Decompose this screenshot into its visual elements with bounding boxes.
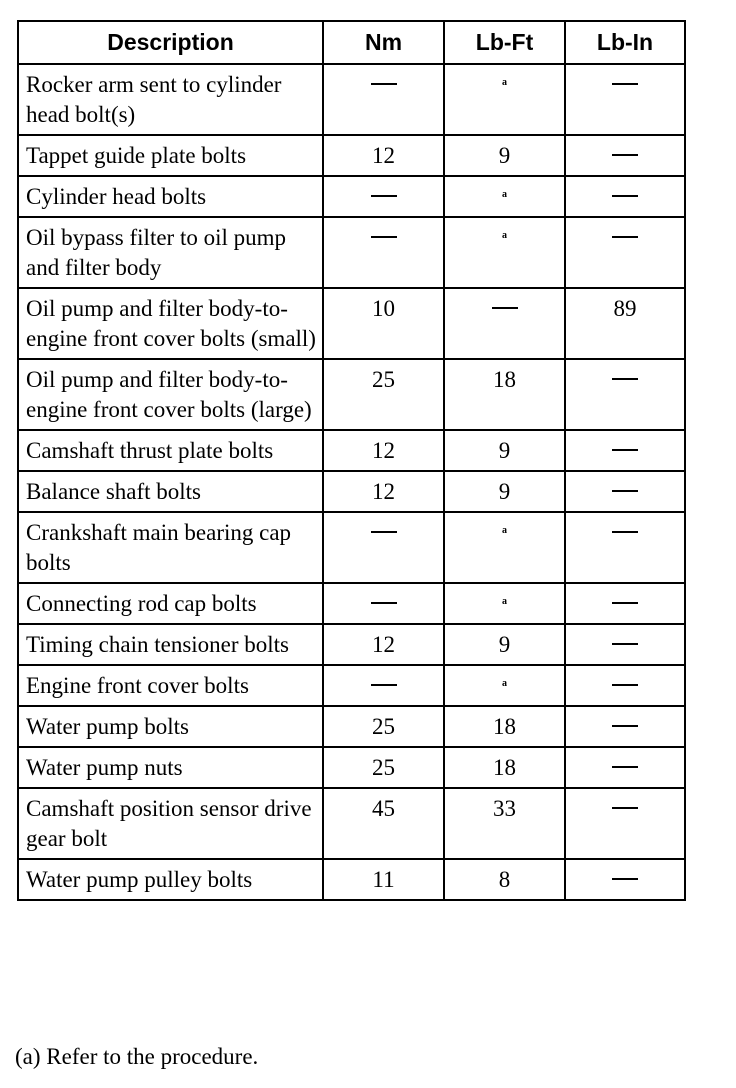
nm-cell xyxy=(323,359,444,430)
nm-cell-value: 45 xyxy=(372,796,395,821)
lb-ft-cell xyxy=(444,512,565,583)
lb-in-cell xyxy=(565,859,685,900)
description-cell-value: Balance shaft bolts xyxy=(26,479,202,504)
nm-cell-value: 12 xyxy=(372,143,395,168)
description-cell xyxy=(18,512,323,583)
description-cell xyxy=(18,471,323,512)
lb-ft-cell-value: a xyxy=(502,77,507,88)
lb-ft-cell xyxy=(444,135,565,176)
footnote: (a) Refer to the procedure. xyxy=(15,1044,259,1069)
nm-cell-value: 11 xyxy=(372,867,395,892)
header-description: Description xyxy=(18,21,323,64)
description-cell-value: Rocker arm sent to cylinder head bolt(s) xyxy=(26,72,282,127)
table-row xyxy=(18,859,685,900)
lb-ft-cell-value: 9 xyxy=(498,479,511,504)
description-cell xyxy=(18,665,323,706)
table-row xyxy=(18,747,685,788)
lb-ft-cell xyxy=(444,288,565,359)
lb-in-cell-value xyxy=(612,83,638,85)
header-lb-ft: Lb-Ft xyxy=(444,21,565,64)
description-cell xyxy=(18,64,323,135)
nm-cell xyxy=(323,430,444,471)
lb-in-cell xyxy=(565,176,685,217)
lb-ft-cell-value: 9 xyxy=(498,438,511,463)
table-row xyxy=(18,471,685,512)
description-cell-value: Engine front cover bolts xyxy=(26,673,249,698)
lb-in-cell-value xyxy=(612,643,638,645)
lb-ft-cell xyxy=(444,788,565,859)
description-cell-value: Cylinder head bolts xyxy=(26,184,207,209)
lb-in-cell xyxy=(565,624,685,665)
table-row xyxy=(18,512,685,583)
lb-ft-cell-value: a xyxy=(502,525,507,536)
lb-in-cell xyxy=(565,512,685,583)
lb-in-cell xyxy=(565,747,685,788)
nm-cell xyxy=(323,176,444,217)
description-cell-value: Water pump nuts xyxy=(26,755,183,780)
lb-in-cell-value: 89 xyxy=(613,296,637,321)
table-row xyxy=(18,64,685,135)
description-cell-value: Water pump pulley bolts xyxy=(26,867,253,892)
nm-cell-value xyxy=(371,602,397,604)
lb-ft-cell xyxy=(444,583,565,624)
nm-cell xyxy=(323,665,444,706)
lb-ft-cell xyxy=(444,747,565,788)
nm-cell xyxy=(323,583,444,624)
description-cell xyxy=(18,859,323,900)
lb-ft-cell-value: 18 xyxy=(493,714,516,739)
nm-cell-value: 25 xyxy=(372,714,395,739)
lb-ft-cell-value: 18 xyxy=(493,755,516,780)
description-cell xyxy=(18,624,323,665)
description-cell xyxy=(18,747,323,788)
lb-ft-cell-value: 8 xyxy=(498,867,511,892)
lb-in-cell xyxy=(565,359,685,430)
lb-in-cell-value xyxy=(612,154,638,156)
table-header-row xyxy=(18,21,685,64)
torque-spec-table xyxy=(17,20,686,901)
description-cell xyxy=(18,135,323,176)
lb-ft-cell xyxy=(444,430,565,471)
lb-in-cell xyxy=(565,665,685,706)
nm-cell xyxy=(323,624,444,665)
lb-ft-cell-value: a xyxy=(502,230,507,241)
lb-in-cell-value xyxy=(612,725,638,727)
lb-in-cell xyxy=(565,288,685,359)
header-lb-in: Lb-In xyxy=(565,21,685,64)
description-cell-value: Timing chain tensioner bolts xyxy=(26,632,290,657)
lb-in-cell xyxy=(565,430,685,471)
lb-ft-cell xyxy=(444,706,565,747)
nm-cell-value xyxy=(371,195,397,197)
lb-in-cell-value xyxy=(612,449,638,451)
lb-in-cell xyxy=(565,64,685,135)
lb-in-cell xyxy=(565,788,685,859)
nm-cell xyxy=(323,217,444,288)
header-nm: Nm xyxy=(323,21,444,64)
nm-cell xyxy=(323,859,444,900)
description-cell-value: Camshaft position sensor drive gear bolt xyxy=(26,796,312,851)
nm-cell xyxy=(323,706,444,747)
table-row xyxy=(18,176,685,217)
lb-ft-cell-value: 33 xyxy=(493,796,516,821)
nm-cell-value: 10 xyxy=(372,296,395,321)
lb-ft-cell xyxy=(444,359,565,430)
lb-ft-cell-value: a xyxy=(502,189,507,200)
lb-ft-cell-value: 18 xyxy=(493,367,516,392)
table-row xyxy=(18,624,685,665)
table-row xyxy=(18,288,685,359)
lb-ft-cell xyxy=(444,859,565,900)
lb-ft-cell-value: a xyxy=(502,678,507,689)
nm-cell-value xyxy=(371,531,397,533)
table-row xyxy=(18,430,685,471)
nm-cell xyxy=(323,135,444,176)
nm-cell-value: 12 xyxy=(372,438,395,463)
lb-ft-cell-value: a xyxy=(502,596,507,607)
nm-cell-value xyxy=(371,83,397,85)
lb-ft-cell xyxy=(444,471,565,512)
lb-in-cell xyxy=(565,135,685,176)
table-row xyxy=(18,706,685,747)
lb-ft-cell xyxy=(444,624,565,665)
lb-in-cell-value xyxy=(612,878,638,880)
description-cell xyxy=(18,706,323,747)
lb-in-cell-value xyxy=(612,195,638,197)
lb-in-cell xyxy=(565,583,685,624)
description-cell xyxy=(18,217,323,288)
description-cell-value: Water pump bolts xyxy=(26,714,189,739)
lb-ft-cell xyxy=(444,64,565,135)
lb-in-cell-value xyxy=(612,602,638,604)
lb-ft-cell-value: 9 xyxy=(498,632,511,657)
lb-ft-cell-value: 9 xyxy=(498,143,511,168)
nm-cell xyxy=(323,471,444,512)
lb-in-cell-value xyxy=(612,807,638,809)
description-cell xyxy=(18,430,323,471)
nm-cell-value: 25 xyxy=(372,367,395,392)
description-cell-value: Camshaft thrust plate bolts xyxy=(26,438,274,463)
nm-cell-value: 12 xyxy=(372,632,395,657)
nm-cell xyxy=(323,64,444,135)
description-cell-value: Crankshaft main bearing cap bolts xyxy=(26,520,292,575)
description-cell xyxy=(18,788,323,859)
lb-ft-cell xyxy=(444,176,565,217)
lb-in-cell-value xyxy=(612,490,638,492)
table-row xyxy=(18,217,685,288)
description-cell-value: Connecting rod cap bolts xyxy=(26,591,257,616)
lb-in-cell xyxy=(565,471,685,512)
description-cell-value: Oil pump and filter body-to-engine front cover bolts (small) xyxy=(26,296,316,351)
table-row xyxy=(18,359,685,430)
nm-cell-value: 12 xyxy=(372,479,395,504)
lb-in-cell-value xyxy=(612,531,638,533)
table-body xyxy=(18,64,685,900)
lb-ft-cell xyxy=(444,665,565,706)
lb-in-cell-value xyxy=(612,378,638,380)
nm-cell xyxy=(323,747,444,788)
nm-cell-value xyxy=(371,684,397,686)
lb-in-cell xyxy=(565,217,685,288)
table-row xyxy=(18,788,685,859)
description-cell-value: Oil pump and filter body-to-engine front cover bolts (large) xyxy=(26,367,312,422)
lb-in-cell-value xyxy=(612,766,638,768)
description-cell xyxy=(18,176,323,217)
lb-ft-cell-value xyxy=(492,307,518,309)
lb-in-cell-value xyxy=(612,236,638,238)
lb-ft-cell xyxy=(444,217,565,288)
description-cell xyxy=(18,359,323,430)
nm-cell-value: 25 xyxy=(372,755,395,780)
description-cell xyxy=(18,583,323,624)
nm-cell xyxy=(323,512,444,583)
table-row xyxy=(18,135,685,176)
description-cell-value: Tappet guide plate bolts xyxy=(26,143,247,168)
description-cell-value: Oil bypass filter to oil pump and filter body xyxy=(26,225,287,280)
nm-cell xyxy=(323,288,444,359)
lb-in-cell-value xyxy=(612,684,638,686)
description-cell xyxy=(18,288,323,359)
lb-in-cell xyxy=(565,706,685,747)
table-row xyxy=(18,665,685,706)
nm-cell xyxy=(323,788,444,859)
nm-cell-value xyxy=(371,236,397,238)
table-row xyxy=(18,583,685,624)
